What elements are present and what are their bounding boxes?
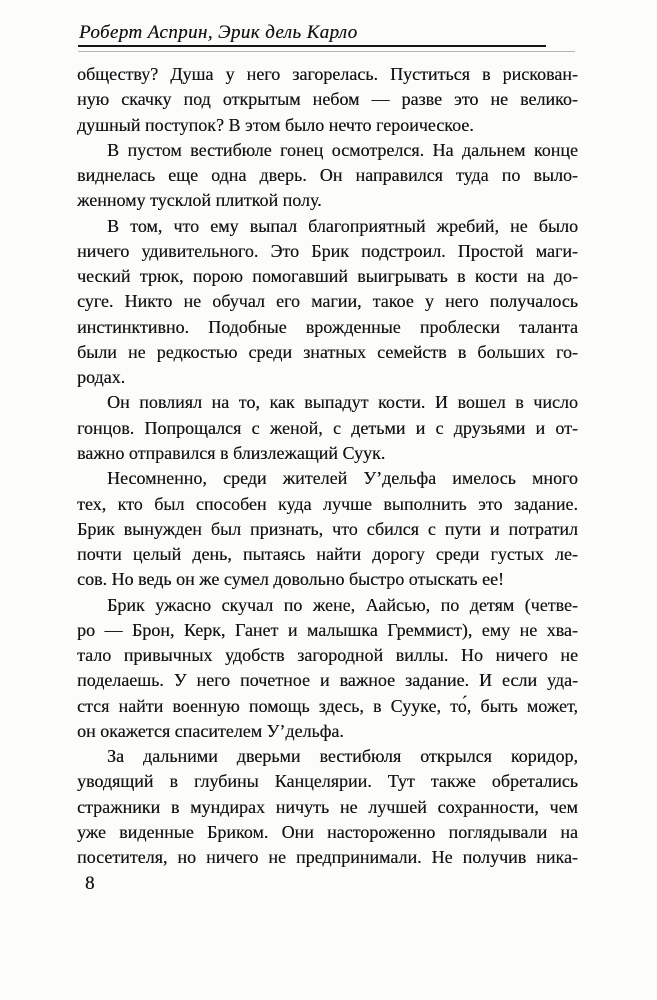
text-line: суге. Никто не обучал его магии, такое у него получалось: [77, 291, 578, 312]
text-line: Брик ужасно скучал по жене, Аайсью, по детям (четве-: [107, 594, 578, 615]
text-line: виднелась еще одна дверь. Он направился туда по выло-: [77, 165, 578, 186]
text-line: ную скачку под открытым небом — разве это не велико-: [77, 89, 578, 110]
text-line: стражники в мундирах ничуть не лучшей сохранности, чем: [77, 796, 578, 817]
text-line: почти целый день, пытаясь найти дорогу среди густых ле-: [77, 544, 578, 565]
text-line: стся найти военную помощь здесь, в Сууке, то́, быть может,: [77, 695, 578, 716]
text-line: Он повлиял на то, как выпадут кости. И вошел в число: [107, 392, 578, 413]
text-line: ро — Брон, Керк, Ганет и малышка Греммист), ему не хва-: [77, 619, 578, 640]
text-line: тех, кто был способен куда лучше выполнить это задание.: [77, 493, 578, 514]
text-line: В пустом вестибюле гонец осмотрелся. На дальнем конце: [107, 139, 578, 160]
text-line: были не редкостью среди знатных семейств в больших го-: [77, 341, 578, 362]
text-line: тало привычных удобств загородной виллы. Но ничего не: [77, 645, 578, 666]
text-line: душный поступок? В этом было нечто героическое.: [77, 114, 474, 135]
text-line: поделаешь. У него почетное и важное задание. И если уда-: [77, 670, 578, 691]
header-rule-shadow: [78, 51, 575, 52]
text-line: сов. Но ведь он же сумел довольно быстро отыскать ее!: [77, 569, 504, 590]
text-line: Несомненно, среди жителей У’дельфа имелось много: [107, 468, 578, 489]
running-head-authors: Роберт Асприн, Эрик дель Карло: [79, 22, 358, 43]
header-rule: [78, 45, 546, 47]
page-number: 8: [85, 873, 95, 894]
text-line: инстинктивно. Подобные врожденные проблески таланта: [77, 316, 578, 337]
text-line: женному тусклой плиткой полу.: [77, 190, 322, 211]
text-line: уже виденные Бриком. Они настороженно поглядывали на: [77, 821, 578, 842]
page-text: [77, 62, 578, 871]
text-line: гонцов. Попрощался с женой, с детьми и с друзьями и от-: [77, 417, 578, 438]
text-line: Брик вынужден был признать, что сбился с пути и потратил: [77, 518, 578, 539]
text-line: ничего удивительного. Это Брик подстроил. Простой маги-: [77, 240, 578, 261]
text-line: В том, что ему выпал благоприятный жребий, не было: [107, 215, 578, 236]
text-line: За дальними дверьми вестибюля открылся коридор,: [107, 746, 578, 767]
text-line: важно отправился в близлежащий Суук.: [77, 442, 386, 463]
text-line: уводящий в глубины Канцелярии. Тут также обретались: [77, 771, 578, 792]
text-line: ческий трюк, порою помогавший выигрывать в кости на до-: [77, 266, 578, 287]
text-line: родах.: [77, 367, 126, 388]
text-line: обществу? Душа у него загорелась. Пуститься в рискован-: [77, 64, 578, 84]
text-line: он окажется спасителем У’дельфа.: [77, 720, 344, 741]
text-line: посетителя, но ничего не предпринимали. Не получив ника-: [77, 847, 578, 868]
